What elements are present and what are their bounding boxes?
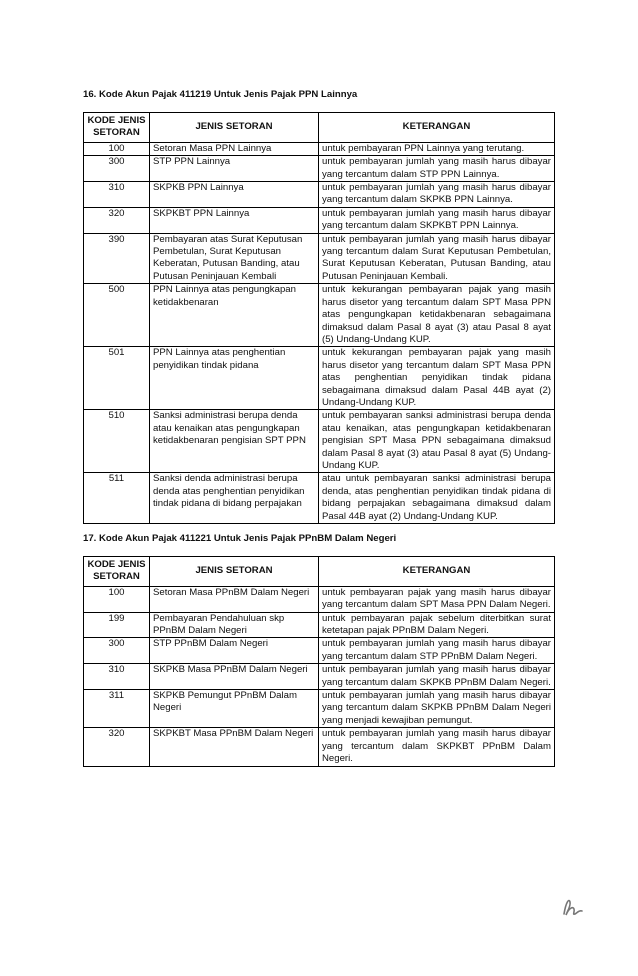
keterangan-cell: untuk pembayaran jumlah yang masih harus dibayar yang tercantum dalam SKPKB PPN Lainnya. [319, 182, 555, 208]
jenis-setoran-cell: Pembayaran Pendahuluan skp PPnBM Dalam Negeri [150, 612, 319, 638]
table-body [84, 586, 555, 766]
header-kode: KODE JENIS SETORAN [84, 557, 150, 587]
table-row [84, 410, 555, 473]
table-body [84, 142, 555, 523]
table-row [84, 142, 555, 155]
kode-cell: 311 [84, 690, 150, 728]
kode-cell: 100 [84, 142, 150, 155]
keterangan-cell: atau untuk pembayaran sanksi administrasi berupa denda, atas penghentian penyidikan tindak pidana di bidang perpajakan sebagaimana dimaksud dalam Pasal 44B ayat (2) Undang-Undang KUP. [319, 473, 555, 524]
header-jenis-setoran: JENIS SETORAN [150, 557, 319, 587]
table-row [84, 586, 555, 612]
table-row [84, 182, 555, 208]
kode-cell: 100 [84, 586, 150, 612]
kode-cell: 511 [84, 473, 150, 524]
kode-cell: 300 [84, 156, 150, 182]
jenis-setoran-cell: Pembayaran atas Surat Keputusan Pembetulan, Surat Keputusan Keberatan, Putusan Banding, atau Putusan Peninjauan Kembali [150, 233, 319, 284]
jenis-setoran-cell: PPN Lainnya atas penghentian penyidikan tindak pidana [150, 347, 319, 410]
section-16-title: 16. Kode Akun Pajak 411219 Untuk Jenis Pajak PPN Lainnya [83, 89, 358, 100]
jenis-setoran-cell: SKPKB PPN Lainnya [150, 182, 319, 208]
table-row [84, 156, 555, 182]
jenis-setoran-cell: Sanksi administrasi berupa denda atau kenaikan atas pengungkapan ketidakbenaran pengisian SPT PPN [150, 410, 319, 473]
jenis-setoran-cell: Setoran Masa PPN Lainnya [150, 142, 319, 155]
kode-cell: 320 [84, 728, 150, 766]
jenis-setoran-cell: SKPKB Masa PPnBM Dalam Negeri [150, 664, 319, 690]
table-411219 [83, 112, 555, 524]
jenis-setoran-cell: SKPKBT PPN Lainnya [150, 207, 319, 233]
kode-cell: 390 [84, 233, 150, 284]
keterangan-cell: untuk pembayaran jumlah yang masih harus dibayar yang tercantum dalam Surat Keputusan Pembetulan, Surat Keputusan Keberatan, Putusan Banding, atau Putusan Peninjauan Kembali. [319, 233, 555, 284]
kode-cell: 510 [84, 410, 150, 473]
table-row [84, 612, 555, 638]
header-kode: KODE JENIS SETORAN [84, 113, 150, 143]
jenis-setoran-cell: STP PPN Lainnya [150, 156, 319, 182]
table-row [84, 207, 555, 233]
kode-cell: 310 [84, 182, 150, 208]
header-keterangan: KETERANGAN [319, 113, 555, 143]
table-header-row [84, 557, 555, 587]
keterangan-cell: untuk pembayaran jumlah yang masih harus dibayar yang tercantum dalam STP PPnBM Dalam Negeri. [319, 638, 555, 664]
kode-cell: 199 [84, 612, 150, 638]
table-row [84, 473, 555, 524]
table-row [84, 690, 555, 728]
table-header-row [84, 113, 555, 143]
keterangan-cell: untuk pembayaran jumlah yang masih harus dibayar yang tercantum dalam SKPKBT PPnBM Dalam Negeri. [319, 728, 555, 766]
jenis-setoran-cell: PPN Lainnya atas pengungkapan ketidakbenaran [150, 284, 319, 347]
table-411221 [83, 556, 555, 767]
jenis-setoran-cell: SKPKB Pemungut PPnBM Dalam Negeri [150, 690, 319, 728]
keterangan-cell: untuk pembayaran jumlah yang masih harus dibayar yang tercantum dalam SKPKB PPnBM Dalam Negeri. [319, 664, 555, 690]
kode-cell: 501 [84, 347, 150, 410]
keterangan-cell: untuk pembayaran jumlah yang masih harus dibayar yang tercantum dalam SKPKB PPnBM Dalam Negeri yang menjadi kewajiban pemungut. [319, 690, 555, 728]
jenis-setoran-cell: Setoran Masa PPnBM Dalam Negeri [150, 586, 319, 612]
keterangan-cell: untuk pembayaran sanksi administrasi berupa denda atau kenaikan, atas pengungkapan ketidakbenaran pengisian SPT Masa PPN sebagaimana dimaksud dalam Pasal 8 ayat (3) atau Pasal 8 ayat (5) Undang-Undang KUP. [319, 410, 555, 473]
table-row [84, 728, 555, 766]
kode-cell: 300 [84, 638, 150, 664]
jenis-setoran-cell: SKPKBT Masa PPnBM Dalam Negeri [150, 728, 319, 766]
kode-cell: 500 [84, 284, 150, 347]
kode-cell: 320 [84, 207, 150, 233]
table-row [84, 638, 555, 664]
header-jenis-setoran: JENIS SETORAN [150, 113, 319, 143]
kode-cell: 310 [84, 664, 150, 690]
keterangan-cell: untuk kekurangan pembayaran pajak yang masih harus disetor yang tercantum dalam SPT Masa PPN atas pengungkapan ketidakbenaran sebagaimana dimaksud dalam Pasal 8 ayat (3) atau Pasal 8 ayat (5) Undang-Undang KUP. [319, 284, 555, 347]
table-row [84, 233, 555, 284]
keterangan-cell: untuk pembayaran pajak yang masih harus dibayar yang tercantum dalam SPT Masa PPN Dalam Negeri. [319, 586, 555, 612]
section-17-title: 17. Kode Akun Pajak 411221 Untuk Jenis Pajak PPnBM Dalam Negeri [83, 533, 397, 544]
keterangan-cell: untuk pembayaran jumlah yang masih harus dibayar yang tercantum dalam SKPKBT PPN Lainnya. [319, 207, 555, 233]
jenis-setoran-cell: Sanksi denda administrasi berupa denda atas penghentian penyidikan tindak pidana di bidang perpajakan [150, 473, 319, 524]
keterangan-cell: untuk pembayaran pajak sebelum diterbitkan surat ketetapan pajak PPnBM Dalam Negeri. [319, 612, 555, 638]
keterangan-cell: untuk pembayaran jumlah yang masih harus dibayar yang tercantum dalam STP PPN Lainnya. [319, 156, 555, 182]
table-row [84, 284, 555, 347]
logo-watermark-icon [560, 896, 586, 918]
table-row [84, 347, 555, 410]
jenis-setoran-cell: STP PPnBM Dalam Negeri [150, 638, 319, 664]
keterangan-cell: untuk pembayaran PPN Lainnya yang terutang. [319, 142, 555, 155]
keterangan-cell: untuk kekurangan pembayaran pajak yang masih harus disetor yang tercantum dalam SPT Masa PPN atas penghentian penyidikan tindak pidana sebagaimana dimaksud dalam Pasal 44B ayat (2) Undang-Undang KUP. [319, 347, 555, 410]
header-keterangan: KETERANGAN [319, 557, 555, 587]
table-row [84, 664, 555, 690]
